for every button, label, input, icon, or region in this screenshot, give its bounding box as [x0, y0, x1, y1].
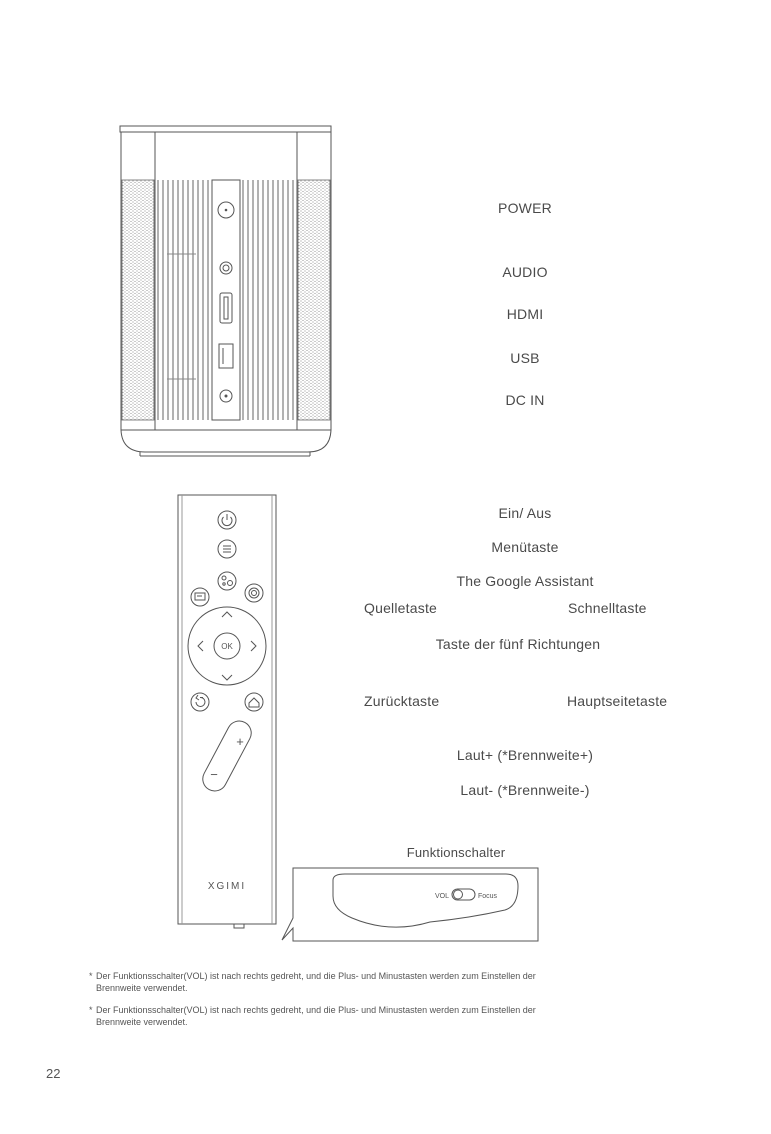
- function-switch-title: Funktionschalter: [406, 845, 506, 860]
- label-remote-directions: Taste der fünf Richtungen: [435, 636, 601, 652]
- remote-home-button-icon: [245, 693, 263, 711]
- dpad-ok-label: OK: [221, 642, 233, 651]
- page-number: 22: [46, 1066, 61, 1081]
- footnote-2-star: *: [89, 1005, 93, 1015]
- power-button-icon: [218, 202, 234, 218]
- label-remote-power: Ein/ Aus: [498, 505, 552, 521]
- dc-in-icon: [220, 390, 232, 402]
- label-remote-source: Quelletaste: [364, 600, 438, 616]
- footnote-1-line1: Der Funktionsschalter(VOL) ist nach rechts gedreht, und die Plus- und Minustasten werden zum Einstellen der: [96, 971, 536, 981]
- volume-minus-label: −: [210, 767, 218, 782]
- remote-assistant-button-icon: [218, 572, 236, 590]
- remote-power-button-icon: [218, 511, 236, 529]
- speaker-mesh-right: [298, 180, 330, 420]
- volume-plus-label: +: [236, 734, 244, 749]
- footnote-2-line2: Brennweite verwendet.: [96, 1017, 188, 1027]
- switch-vol-label: VOL: [434, 893, 449, 900]
- remote-menu-button-icon: [218, 540, 236, 558]
- footnote-2: [89, 1004, 696, 1028]
- footnote-2-line1: Der Funktionsschalter(VOL) ist nach rechts gedreht, und die Plus- und Minustasten werden zum Einstellen der: [96, 1005, 536, 1015]
- label-remote-home: Hauptseitetaste: [567, 693, 668, 709]
- remote-source-button-icon: [191, 588, 209, 606]
- label-hdmi-port: HDMI: [506, 306, 544, 322]
- switch-focus-label: Focus: [478, 893, 498, 900]
- label-remote-menu: Menütaste: [491, 539, 559, 555]
- footnote-1-line2: Brennweite verwendet.: [96, 983, 188, 993]
- audio-jack-icon: [220, 262, 232, 274]
- projector-illustration: [0, 0, 771, 470]
- vent-left: [158, 180, 208, 420]
- footnote-1-star: *: [89, 971, 93, 981]
- speaker-mesh-left: [122, 180, 154, 420]
- brand-logo: XGIMI: [207, 881, 247, 892]
- label-dc-in-port: DC IN: [505, 392, 545, 408]
- label-audio-port: AUDIO: [502, 264, 548, 280]
- remote-volume-rocker: [199, 717, 256, 795]
- remote-quick-button-icon: [245, 584, 263, 602]
- function-switch-inset: [0, 866, 771, 946]
- port-panel: [212, 180, 240, 420]
- label-usb-port: USB: [510, 350, 540, 366]
- remote-body: [178, 495, 276, 928]
- label-remote-back: Zurücktaste: [364, 693, 440, 709]
- remote-back-button-icon: [191, 693, 209, 711]
- hdmi-port-icon: [220, 293, 232, 323]
- label-remote-vol-up: Laut+ (*Brennweite+): [456, 747, 594, 763]
- label-remote-quick: Schnelltaste: [568, 600, 647, 616]
- usb-port-icon: [219, 344, 233, 368]
- vent-right: [243, 180, 293, 420]
- label-remote-vol-down: Laut- (*Brennweite-): [460, 782, 590, 798]
- label-power-port: POWER: [498, 200, 552, 216]
- label-remote-assistant: The Google Assistant: [456, 573, 594, 589]
- footnote-1: [89, 970, 696, 994]
